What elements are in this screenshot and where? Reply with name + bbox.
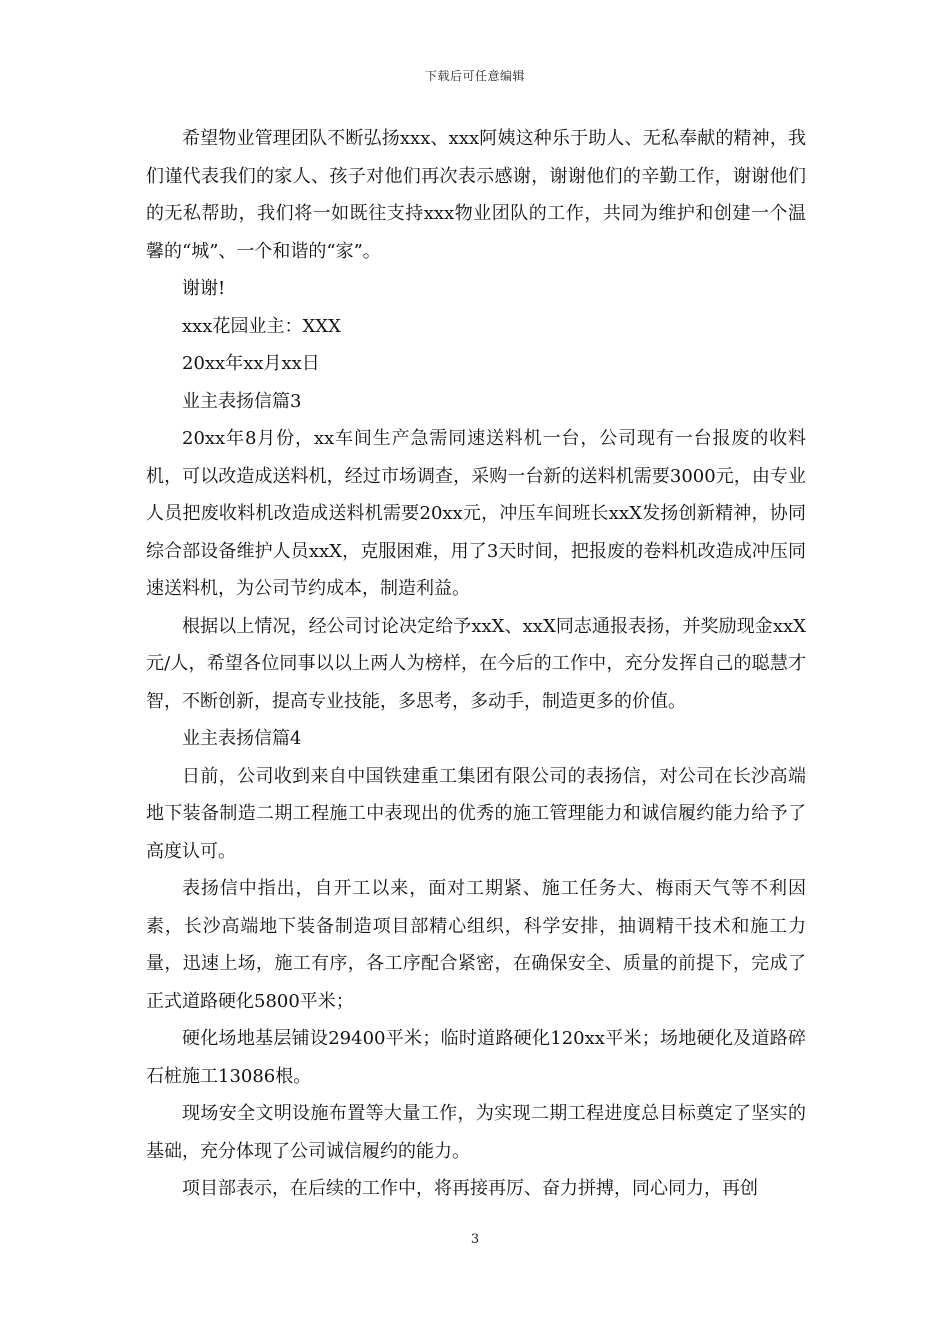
paragraph: 项目部表示，在后续的工作中，将再接再厉、奋力拼搏，同心同力，再创	[182, 1178, 758, 1199]
paragraph: 表扬信中指出，自开工以来，面对工期紧、施工任务大、梅雨天气等不利因素，长沙高端地下装备制造项目部精心组织，科学安排，抽调精干技术和施工力量，迅速上场，施工有序，各工序配合紧密，在确保安全、质量的前提下，完成了正式道路硬化5800平米；	[146, 878, 806, 1012]
paragraph: 硬化场地基层铺设29400平米；临时道路硬化120xx平米；场地硬化及道路碎石桩施工13086根。	[146, 1028, 806, 1087]
paragraph: 现场安全文明设施布置等大量工作，为实现二期工程进度总目标奠定了坚实的基础，充分体现了公司诚信履约的能力。	[146, 1103, 806, 1162]
section-title: 业主表扬信篇4	[182, 728, 302, 749]
paragraph: 根据以上情况，经公司讨论决定给予xxX、xxX同志通报表扬，并奖励现金xxX元/人，希望各位同事以以上两人为榜样，在今后的工作中，充分发挥自己的聪慧才智，不断创新，提高专业技能，多思考，多动手，制造更多的价值。	[146, 615, 806, 712]
section-title: 业主表扬信篇3	[182, 390, 302, 412]
paragraph-thanks: 谢谢!	[182, 278, 226, 299]
paragraph-date: 20xx年xx月xx日	[182, 353, 320, 374]
paragraph-signature: xxx花园业主：XXX	[182, 315, 341, 337]
paragraph: 日前，公司收到来自中国铁建重工集团有限公司的表扬信，对公司在长沙高端地下装备制造二期工程施工中表现出的优秀的施工管理能力和诚信履约能力给予了高度认可。	[146, 765, 806, 862]
page-header: 下载后可任意编辑	[424, 69, 525, 83]
page-number: 3	[470, 1232, 480, 1247]
paragraph: 希望物业管理团队不断弘扬xxx、xxx阿姨这种乐于助人、无私奉献的精神，我们谨代表我们的家人、孩子对他们再次表示感谢，谢谢他们的辛勤工作，谢谢他们的无私帮助，我们将一如既往支持xxx物业团队的工作，共同为维护和创建一个温馨的“城”、一个和谐的“家”。	[146, 128, 806, 262]
paragraph: 20xx年8月份，xx车间生产急需同速送料机一台，公司现有一台报废的收料机，可以改造成送料机，经过市场调查，采购一台新的送料机需要3000元，由专业人员把废收料机改造成送料机需要20xx元，冲压车间班长xxX发扬创新精神，协同综合部设备维护人员xxX，克服困难，用了3天时间，把报废的卷料机改造成冲压同速送料机，为公司节约成本，制造利益。	[146, 428, 806, 599]
document-body	[146, 120, 806, 1208]
